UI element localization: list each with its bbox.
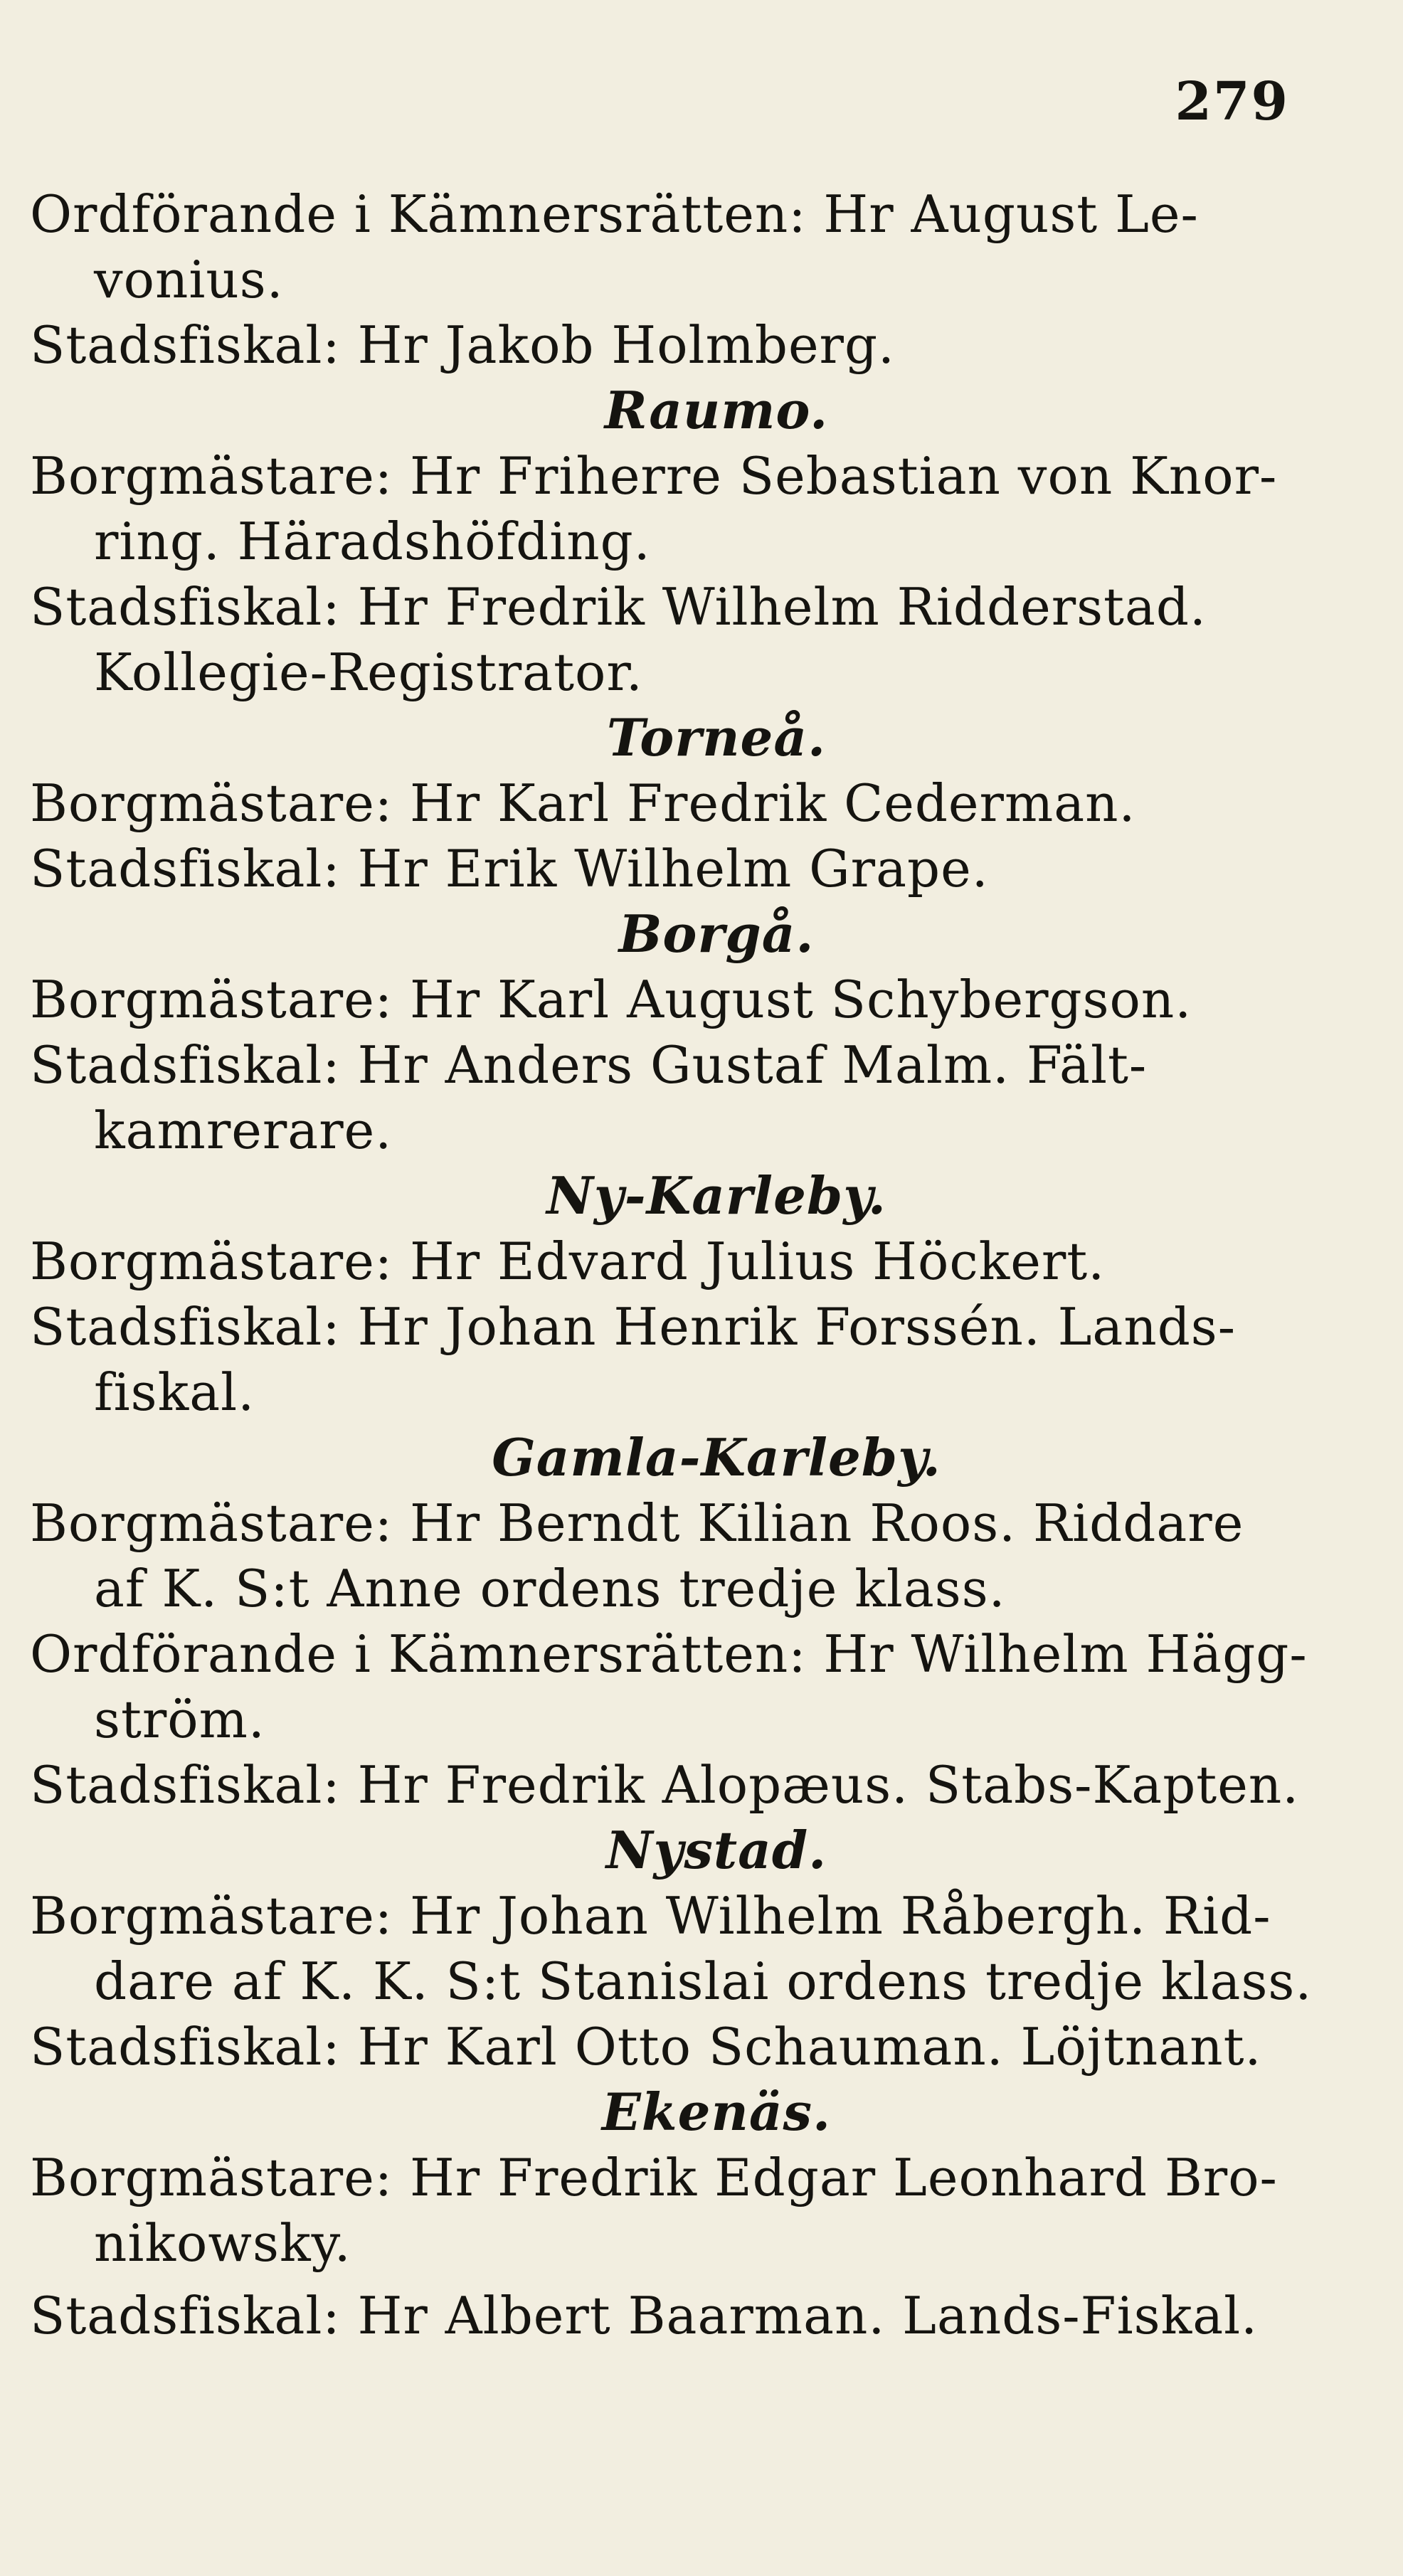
text-line: Borgmästare: Hr Fredrik Edgar Leonhard Bro-: [30, 2148, 1278, 2207]
text-line: Borgmästare: Hr Johan Wilhelm Råbergh. Rid-: [30, 1886, 1271, 1946]
town-heading: Raumo.: [604, 380, 829, 440]
town-heading: Borgå.: [618, 903, 815, 964]
town-heading: Ny-Karleby.: [546, 1165, 886, 1226]
text-line: Stadsfiskal: Hr Johan Henrik Forssén. Lands-: [30, 1297, 1237, 1357]
text-line: Stadsfiskal: Hr Karl Otto Schauman. Löjtnant.: [30, 2017, 1262, 2077]
text-line: Stadsfiskal: Hr Fredrik Wilhelm Ridderstad.: [30, 577, 1207, 637]
page-number: 279: [1175, 71, 1289, 132]
town-heading: Nystad.: [605, 1820, 827, 1880]
text-line-continuation: af K. S:t Anne ordens tredje klass.: [94, 1559, 1006, 1618]
text-line-continuation: Kollegie-Registrator.: [94, 642, 643, 702]
text-line-continuation: dare af K. K. S:t Stanislai ordens tredje klass.: [94, 1951, 1313, 2011]
text-line-continuation: ström.: [94, 1690, 265, 1749]
text-line-continuation: kamrerare.: [94, 1101, 393, 1160]
text-line: Stadsfiskal: Hr Albert Baarman. Lands-Fiskal.: [30, 2286, 1259, 2346]
text-line-continuation: ring. Häradshöfding.: [94, 512, 651, 571]
text-line-continuation: nikowsky.: [94, 2213, 351, 2273]
text-line: Stadsfiskal: Hr Erik Wilhelm Grape.: [30, 839, 989, 899]
text-line: Borgmästare: Hr Berndt Kilian Roos. Riddare: [30, 1493, 1244, 1553]
text-line: Borgmästare: Hr Karl Fredrik Cederman.: [30, 773, 1136, 833]
text-line: Borgmästare: Hr Edvard Julius Höckert.: [30, 1231, 1106, 1291]
text-line: Stadsfiskal: Hr Fredrik Alopæus. Stabs-Kapten.: [30, 1755, 1300, 1815]
text-line-continuation: fiskal.: [94, 1362, 255, 1422]
town-heading: Torneå.: [606, 707, 827, 768]
text-line-continuation: vonius.: [94, 250, 284, 309]
town-heading: Ekenäs.: [601, 2082, 832, 2142]
text-line: Borgmästare: Hr Karl August Schybergson.: [30, 970, 1192, 1029]
text-line: Ordförande i Kämnersrätten: Hr August Le-: [30, 184, 1199, 244]
text-line: Borgmästare: Hr Friherre Sebastian von Knor-: [30, 446, 1278, 506]
town-heading: Gamla-Karleby.: [492, 1427, 941, 1488]
text-line: Stadsfiskal: Hr Jakob Holmberg.: [30, 315, 895, 375]
text-line: Ordförande i Kämnersrätten: Hr Wilhelm Hägg-: [30, 1624, 1308, 1684]
text-line: Stadsfiskal: Hr Anders Gustaf Malm. Fält-: [30, 1035, 1148, 1095]
text-body: [30, 181, 1382, 2348]
